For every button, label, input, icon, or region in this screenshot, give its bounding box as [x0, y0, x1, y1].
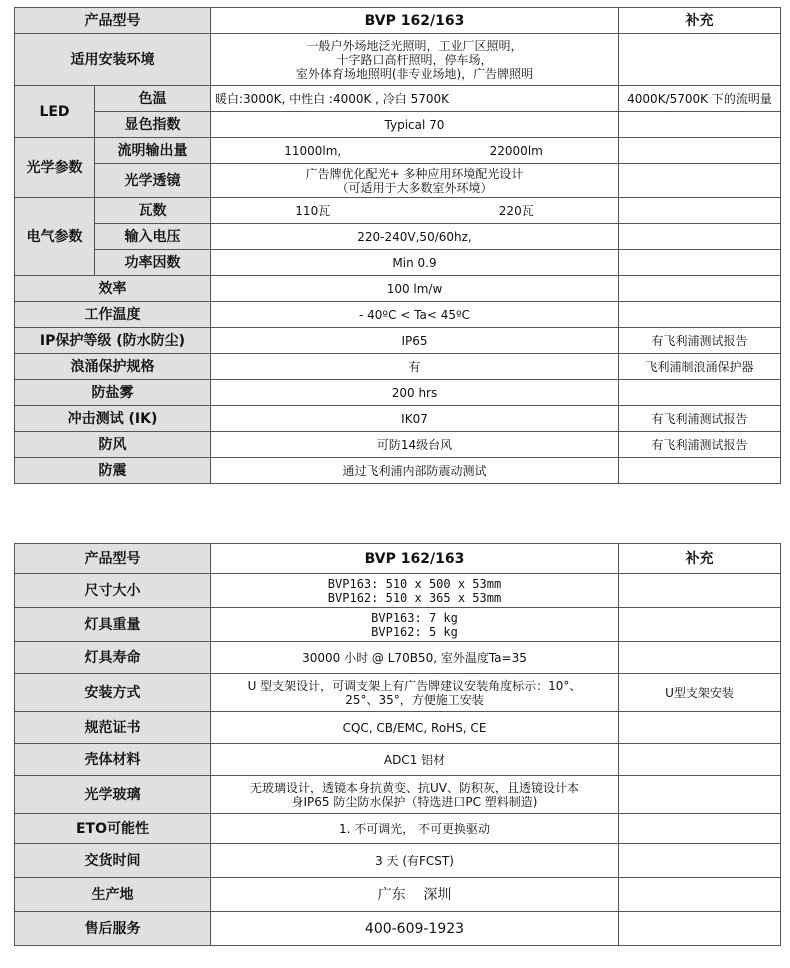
- table-row: [15, 354, 781, 380]
- table-row: [15, 878, 781, 912]
- quake-label: 防震: [15, 458, 211, 484]
- row-note: [619, 642, 781, 674]
- table-row: [15, 608, 781, 642]
- table-row: [15, 276, 781, 302]
- table-row: [15, 844, 781, 878]
- flux-note: [619, 138, 781, 164]
- wind-label: 防风: [15, 432, 211, 458]
- flux-b: 22000lm: [489, 143, 543, 158]
- value-line: BVP163: 510 x 500 x 53mm: [327, 576, 502, 591]
- cct-note: 4000K/5700K 下的流明量: [619, 86, 781, 112]
- spec-table-2: [14, 543, 781, 946]
- ik-label: 冲击测试 (IK): [15, 406, 211, 432]
- row-note: [619, 608, 781, 642]
- table-row: [15, 432, 781, 458]
- row-label: 生产地: [15, 878, 211, 912]
- table-row: [15, 814, 781, 844]
- wind-value: 可防14级台风: [211, 432, 619, 458]
- value-line: CQC, CB/EMC, RoHS, CE: [342, 720, 487, 735]
- ip-label: IP保护等级 (防水防尘): [15, 328, 211, 354]
- table-row: [15, 912, 781, 946]
- flux-a: 11000lm,: [284, 143, 342, 158]
- row-value: [211, 574, 619, 608]
- table-row: [15, 112, 781, 138]
- value-line: 1. 不可调光， 不可更换驱动: [338, 821, 491, 836]
- watt-note: [619, 198, 781, 224]
- cri-label: 显色指数: [95, 112, 211, 138]
- surge-value: 有: [211, 354, 619, 380]
- cri-value: Typical 70: [211, 112, 619, 138]
- header-label: 产品型号: [15, 8, 211, 34]
- volt-value: 220-240V,50/60hz,: [211, 224, 619, 250]
- header-label: 产品型号: [15, 544, 211, 574]
- table-row: [15, 458, 781, 484]
- surge-note: 飞利浦制浪涌保护器: [619, 354, 781, 380]
- temp-note: [619, 302, 781, 328]
- row-label: 安装方式: [15, 674, 211, 712]
- salt-note: [619, 380, 781, 406]
- lens-line: （可适用于大多数室外环境）: [336, 180, 493, 195]
- row-note: [619, 574, 781, 608]
- flux-value: [211, 138, 619, 164]
- lens-note: [619, 164, 781, 198]
- env-line: 室外体育场地照明(非专业场地)，广告牌照明: [295, 66, 534, 81]
- table-row: [15, 198, 781, 224]
- watt-a: 110瓦: [295, 203, 331, 218]
- elec-label: 电气参数: [15, 198, 95, 276]
- row-value: [211, 776, 619, 814]
- table-row: [15, 674, 781, 712]
- row-note: [619, 878, 781, 912]
- eff-value: 100 lm/w: [211, 276, 619, 302]
- header-note: 补充: [619, 8, 781, 34]
- temp-label: 工作温度: [15, 302, 211, 328]
- row-label: 交货时间: [15, 844, 211, 878]
- value-line: ADC1 铝材: [383, 752, 446, 767]
- value-line: 广东 深圳: [377, 886, 452, 903]
- spec-table-1: [14, 7, 781, 484]
- value-line: U 型支架设计，可调支架上有广告牌建议安装角度标示：10°、: [247, 678, 582, 693]
- table-row: [15, 302, 781, 328]
- value-line: 25°、35°，方便施工安装: [345, 692, 484, 707]
- table-row: [15, 250, 781, 276]
- pf-value: Min 0.9: [211, 250, 619, 276]
- row-note: [619, 814, 781, 844]
- value-line: 30000 小时 @ L70B50, 室外温度Ta=35: [302, 650, 527, 665]
- row-label: 灯具重量: [15, 608, 211, 642]
- table-row: [15, 712, 781, 744]
- wind-note: 有飞利浦测试报告: [619, 432, 781, 458]
- eff-label: 效率: [15, 276, 211, 302]
- lens-line: 广告牌优化配光+ 多种应用环境配光设计: [305, 166, 524, 181]
- volt-note: [619, 224, 781, 250]
- value-line: 3 天 (有FCST): [375, 853, 454, 868]
- env-note: [619, 34, 781, 86]
- value-line: BVP162: 5 kg: [371, 624, 458, 639]
- eff-note: [619, 276, 781, 302]
- table-row: [15, 744, 781, 776]
- row-note: [619, 844, 781, 878]
- temp-value: - 40ºC < Ta< 45ºC: [211, 302, 619, 328]
- row-note: [619, 776, 781, 814]
- row-label: 灯具寿命: [15, 642, 211, 674]
- header-model: BVP 162/163: [211, 544, 619, 574]
- cct-label: 色温: [95, 86, 211, 112]
- row-label: 光学玻璃: [15, 776, 211, 814]
- pf-note: [619, 250, 781, 276]
- row-value: [211, 814, 619, 844]
- salt-label: 防盐雾: [15, 380, 211, 406]
- value-line: BVP162: 510 x 365 x 53mm: [327, 590, 502, 605]
- row-note: U型支架安装: [619, 674, 781, 712]
- watt-label: 瓦数: [95, 198, 211, 224]
- quake-note: [619, 458, 781, 484]
- header-model: BVP 162/163: [211, 8, 619, 34]
- table-row: [15, 86, 781, 112]
- table-row: [15, 380, 781, 406]
- value-line: 400-609-1923: [364, 920, 465, 937]
- row-value: [211, 642, 619, 674]
- row-note: [619, 912, 781, 946]
- watt-value: [211, 198, 619, 224]
- row-note: [619, 712, 781, 744]
- ik-note: 有飞利浦测试报告: [619, 406, 781, 432]
- row-value: [211, 912, 619, 946]
- table-row: [15, 224, 781, 250]
- value-line: 无玻璃设计，透镜本身抗黄变、抗UV、防积灰，且透镜设计本: [250, 780, 579, 795]
- ip-note: 有飞利浦测试报告: [619, 328, 781, 354]
- table-row: [15, 164, 781, 198]
- row-value: [211, 608, 619, 642]
- row-value: [211, 744, 619, 776]
- pf-label: 功率因数: [95, 250, 211, 276]
- row-label: 规范证书: [15, 712, 211, 744]
- table-row: [15, 406, 781, 432]
- cct-value: 暖白:3000K, 中性白 :4000K , 冷白 5700K: [211, 86, 619, 112]
- table-row: [15, 8, 781, 34]
- table-row: [15, 642, 781, 674]
- value-line: 身IP65 防尘防水保护（特选进口PC 塑料制造): [291, 794, 538, 809]
- row-value: [211, 712, 619, 744]
- ik-value: IK07: [211, 406, 619, 432]
- row-label: 尺寸大小: [15, 574, 211, 608]
- row-label: ETO可能性: [15, 814, 211, 844]
- table-row: [15, 34, 781, 86]
- lens-value: [211, 164, 619, 198]
- table-row: [15, 574, 781, 608]
- table-row: [15, 138, 781, 164]
- table-row: [15, 328, 781, 354]
- row-label: 售后服务: [15, 912, 211, 946]
- table-row: [15, 776, 781, 814]
- salt-value: 200 hrs: [211, 380, 619, 406]
- surge-label: 浪涌保护规格: [15, 354, 211, 380]
- row-label: 壳体材料: [15, 744, 211, 776]
- env-value: [211, 34, 619, 86]
- lens-label: 光学透镜: [95, 164, 211, 198]
- row-value: [211, 674, 619, 712]
- env-line: 十字路口高杆照明，停车场，: [336, 52, 493, 67]
- row-note: [619, 744, 781, 776]
- value-line: BVP163: 7 kg: [371, 610, 458, 625]
- watt-b: 220瓦: [498, 203, 534, 218]
- env-line: 一般户外场地泛光照明，工业厂区照明，: [306, 38, 523, 53]
- table-row: [15, 544, 781, 574]
- cri-note: [619, 112, 781, 138]
- quake-value: 通过飞利浦内部防震动测试: [211, 458, 619, 484]
- flux-label: 流明输出量: [95, 138, 211, 164]
- header-note: 补充: [619, 544, 781, 574]
- optical-label: 光学参数: [15, 138, 95, 198]
- row-value: [211, 844, 619, 878]
- row-value: [211, 878, 619, 912]
- volt-label: 输入电压: [95, 224, 211, 250]
- ip-value: IP65: [211, 328, 619, 354]
- env-label: 适用安装环境: [15, 34, 211, 86]
- led-label: LED: [15, 86, 95, 138]
